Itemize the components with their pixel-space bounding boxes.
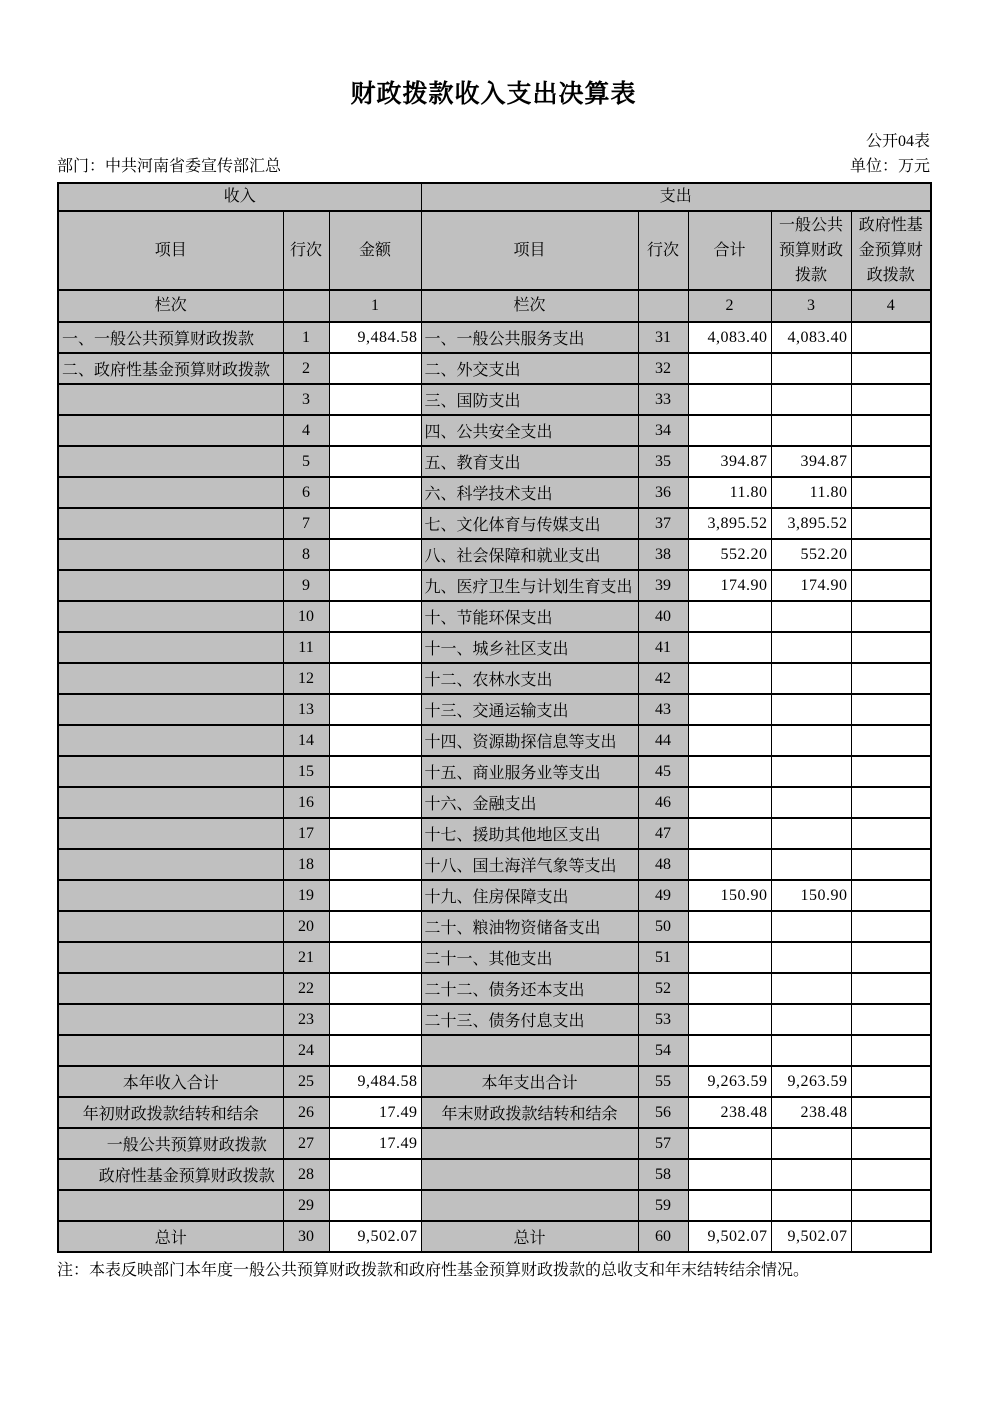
income-item-cell [58,508,283,539]
expense-item-cell [421,1159,638,1190]
income-rowno-cell: 15 [283,756,329,787]
col-header-expense-general: 一般公共预算财政拨款 [771,211,851,290]
expense-total-cell: 9,263.59 [688,1066,771,1097]
expense-total-cell [688,632,771,663]
expense-item-cell: 九、医疗卫生与计划生育支出 [421,570,638,601]
expense-total-cell [688,663,771,694]
expense-total-cell [688,694,771,725]
expense-rowno-cell: 46 [638,787,688,818]
income-amount-cell: 17.49 [329,1128,421,1159]
income-rowno-cell: 12 [283,663,329,694]
table-row [58,725,931,756]
income-amount-cell: 17.49 [329,1097,421,1128]
col-header-expense-rowno: 行次 [638,211,688,290]
income-rowno-cell: 27 [283,1128,329,1159]
income-item-cell: 二、政府性基金预算财政拨款 [58,353,283,384]
table-row [58,539,931,570]
expense-total-cell [688,1035,771,1066]
expense-total-cell [688,601,771,632]
income-rowno-cell: 9 [283,570,329,601]
table-row [58,601,931,632]
table-row [58,942,931,973]
index-row [58,290,931,322]
budget-table [57,182,932,1253]
income-amount-cell [329,787,421,818]
expense-item-cell: 十九、住房保障支出 [421,880,638,911]
expense-general-cell [771,1004,851,1035]
income-item-cell [58,539,283,570]
expense-rowno-cell: 49 [638,880,688,911]
income-rowno-cell: 2 [283,353,329,384]
col-header-income-rowno: 行次 [283,211,329,290]
table-row [58,1097,931,1128]
expense-general-cell [771,725,851,756]
expense-item-cell: 二十一、其他支出 [421,942,638,973]
expense-fund-cell [851,1004,931,1035]
income-item-cell [58,880,283,911]
income-item-cell [58,1190,283,1221]
table-row [58,1066,931,1097]
expense-general-cell [771,787,851,818]
expense-item-cell [421,1035,638,1066]
expense-fund-cell [851,756,931,787]
income-amount-cell [329,570,421,601]
income-amount-cell [329,1159,421,1190]
expense-general-cell: 9,502.07 [771,1221,851,1252]
income-item-cell [58,973,283,1004]
expense-total-cell [688,756,771,787]
index-expense-fund: 4 [851,290,931,322]
table-row [58,1128,931,1159]
expense-fund-cell [851,632,931,663]
income-amount-cell [329,818,421,849]
income-amount-cell [329,694,421,725]
expense-rowno-cell: 48 [638,849,688,880]
expense-general-cell [771,942,851,973]
expense-total-cell: 552.20 [688,539,771,570]
expense-total-cell [688,353,771,384]
income-item-cell: 一般公共预算财政拨款 [58,1128,283,1159]
expense-general-cell [771,911,851,942]
table-row [58,477,931,508]
expense-general-cell: 552.20 [771,539,851,570]
expense-rowno-cell: 44 [638,725,688,756]
expense-total-cell [688,942,771,973]
expense-fund-cell [851,911,931,942]
income-rowno-cell: 3 [283,384,329,415]
table-row [58,1035,931,1066]
income-rowno-cell: 10 [283,601,329,632]
table-row [58,1190,931,1221]
expense-rowno-cell: 47 [638,818,688,849]
expense-general-cell [771,415,851,446]
income-amount-cell: 9,502.07 [329,1221,421,1252]
expense-fund-cell [851,570,931,601]
expense-fund-cell [851,508,931,539]
income-rowno-cell: 8 [283,539,329,570]
col-header-expense-total: 合计 [688,211,771,290]
expense-total-cell [688,818,771,849]
expense-rowno-cell: 39 [638,570,688,601]
expense-item-cell: 五、教育支出 [421,446,638,477]
expense-fund-cell [851,539,931,570]
expense-rowno-cell: 32 [638,353,688,384]
income-item-cell [58,384,283,415]
expense-rowno-cell: 34 [638,415,688,446]
index-income-rowno [283,290,329,322]
expense-fund-cell [851,601,931,632]
income-rowno-cell: 21 [283,942,329,973]
index-expense-general: 3 [771,290,851,322]
income-rowno-cell: 14 [283,725,329,756]
expense-rowno-cell: 38 [638,539,688,570]
income-rowno-cell: 7 [283,508,329,539]
income-rowno-cell: 28 [283,1159,329,1190]
income-item-cell: 政府性基金预算财政拨款 [58,1159,283,1190]
income-rowno-cell: 11 [283,632,329,663]
income-item-cell: 总计 [58,1221,283,1252]
table-row [58,322,931,353]
expense-item-cell: 八、社会保障和就业支出 [421,539,638,570]
expense-section-header: 支出 [421,183,931,211]
income-amount-cell [329,973,421,1004]
income-rowno-cell: 6 [283,477,329,508]
expense-rowno-cell: 57 [638,1128,688,1159]
expense-general-cell [771,384,851,415]
expense-rowno-cell: 35 [638,446,688,477]
expense-general-cell: 174.90 [771,570,851,601]
table-row [58,911,931,942]
expense-general-cell: 4,083.40 [771,322,851,353]
expense-total-cell: 9,502.07 [688,1221,771,1252]
table-row [58,415,931,446]
column-header-row [58,211,931,290]
income-amount-cell [329,477,421,508]
expense-total-cell [688,787,771,818]
expense-fund-cell [851,1128,931,1159]
expense-rowno-cell: 58 [638,1159,688,1190]
expense-general-cell [771,1128,851,1159]
col-header-income-amount: 金额 [329,211,421,290]
table-row [58,384,931,415]
table-row [58,508,931,539]
expense-fund-cell [851,1190,931,1221]
income-amount-cell [329,384,421,415]
expense-rowno-cell: 56 [638,1097,688,1128]
table-row [58,849,931,880]
expense-total-cell: 11.80 [688,477,771,508]
expense-item-cell: 十七、援助其他地区支出 [421,818,638,849]
expense-general-cell: 150.90 [771,880,851,911]
index-expense-label: 栏次 [421,290,638,322]
expense-rowno-cell: 31 [638,322,688,353]
income-rowno-cell: 1 [283,322,329,353]
index-expense-rowno [638,290,688,322]
income-rowno-cell: 20 [283,911,329,942]
expense-item-cell: 二十二、债务还本支出 [421,973,638,1004]
expense-general-cell: 9,263.59 [771,1066,851,1097]
expense-item-cell: 六、科学技术支出 [421,477,638,508]
expense-general-cell [771,1159,851,1190]
expense-rowno-cell: 52 [638,973,688,1004]
income-item-cell [58,663,283,694]
expense-general-cell [771,1190,851,1221]
table-row [58,973,931,1004]
expense-total-cell: 394.87 [688,446,771,477]
expense-fund-cell [851,973,931,1004]
expense-item-cell: 二十三、债务付息支出 [421,1004,638,1035]
table-row [58,1221,931,1252]
income-item-cell [58,1004,283,1035]
expense-total-cell: 174.90 [688,570,771,601]
income-item-cell [58,415,283,446]
income-item-cell [58,911,283,942]
expense-total-cell [688,973,771,1004]
expense-rowno-cell: 55 [638,1066,688,1097]
table-row [58,1159,931,1190]
expense-fund-cell [851,1097,931,1128]
expense-fund-cell [851,477,931,508]
col-header-expense-fund: 政府性基金预算财政拨款 [851,211,931,290]
expense-item-cell: 十五、商业服务业等支出 [421,756,638,787]
income-amount-cell [329,353,421,384]
section-header-row [58,183,931,211]
income-item-cell: 一、一般公共预算财政拨款 [58,322,283,353]
table-row [58,632,931,663]
expense-rowno-cell: 43 [638,694,688,725]
expense-item-cell: 七、文化体育与传媒支出 [421,508,638,539]
expense-item-cell: 本年支出合计 [421,1066,638,1097]
income-amount-cell [329,1035,421,1066]
income-item-cell [58,601,283,632]
form-code-label: 公开04表 [865,133,930,150]
income-amount-cell [329,1190,421,1221]
income-amount-cell [329,446,421,477]
income-rowno-cell: 23 [283,1004,329,1035]
table-row [58,787,931,818]
expense-fund-cell [851,1221,931,1252]
table-row [58,880,931,911]
report-page [57,0,930,1281]
income-amount-cell [329,725,421,756]
expense-fund-cell [851,384,931,415]
expense-item-cell: 三、国防支出 [421,384,638,415]
expense-fund-cell [851,415,931,446]
table-row [58,818,931,849]
expense-fund-cell [851,787,931,818]
expense-item-cell: 十三、交通运输支出 [421,694,638,725]
income-rowno-cell: 16 [283,787,329,818]
income-item-cell [58,725,283,756]
expense-general-cell: 11.80 [771,477,851,508]
meta-row [57,157,930,176]
expense-general-cell [771,818,851,849]
unit-label: 单位：万元 [849,158,930,175]
income-item-cell [58,570,283,601]
income-amount-cell [329,756,421,787]
expense-general-cell [771,601,851,632]
income-section-header: 收入 [58,183,421,211]
expense-general-cell: 394.87 [771,446,851,477]
income-rowno-cell: 26 [283,1097,329,1128]
income-amount-cell [329,601,421,632]
expense-general-cell [771,1035,851,1066]
expense-total-cell: 238.48 [688,1097,771,1128]
income-rowno-cell: 18 [283,849,329,880]
table-row [58,756,931,787]
expense-general-cell [771,694,851,725]
income-amount-cell: 9,484.58 [329,322,421,353]
expense-rowno-cell: 41 [638,632,688,663]
expense-general-cell [771,756,851,787]
expense-fund-cell [851,663,931,694]
income-rowno-cell: 25 [283,1066,329,1097]
expense-rowno-cell: 36 [638,477,688,508]
income-amount-cell [329,911,421,942]
income-amount-cell [329,539,421,570]
expense-fund-cell [851,818,931,849]
table-row [58,1004,931,1035]
expense-rowno-cell: 50 [638,911,688,942]
expense-fund-cell [851,725,931,756]
expense-rowno-cell: 60 [638,1221,688,1252]
expense-fund-cell [851,880,931,911]
income-item-cell [58,756,283,787]
expense-total-cell: 4,083.40 [688,322,771,353]
expense-total-cell [688,911,771,942]
income-item-cell [58,477,283,508]
expense-item-cell: 年末财政拨款结转和结余 [421,1097,638,1128]
income-amount-cell: 9,484.58 [329,1066,421,1097]
income-rowno-cell: 19 [283,880,329,911]
expense-rowno-cell: 37 [638,508,688,539]
income-item-cell [58,849,283,880]
income-rowno-cell: 5 [283,446,329,477]
expense-rowno-cell: 51 [638,942,688,973]
expense-total-cell [688,384,771,415]
expense-general-cell [771,849,851,880]
expense-fund-cell [851,1035,931,1066]
expense-fund-cell [851,353,931,384]
index-income-label: 栏次 [58,290,283,322]
income-item-cell [58,446,283,477]
expense-item-cell: 十八、国土海洋气象等支出 [421,849,638,880]
expense-item-cell: 十、节能环保支出 [421,601,638,632]
expense-item-cell: 四、公共安全支出 [421,415,638,446]
expense-general-cell: 3,895.52 [771,508,851,539]
expense-total-cell [688,1159,771,1190]
expense-fund-cell [851,322,931,353]
income-rowno-cell: 13 [283,694,329,725]
expense-item-cell: 一、一般公共服务支出 [421,322,638,353]
table-note: 注：本表反映部门本年度一般公共预算财政拨款和政府性基金预算财政拨款的总收支和年末结转结余情况。 [57,1262,810,1279]
expense-general-cell [771,632,851,663]
expense-item-cell: 总计 [421,1221,638,1252]
income-item-cell [58,818,283,849]
expense-fund-cell [851,446,931,477]
income-amount-cell [329,849,421,880]
expense-item-cell [421,1128,638,1159]
income-item-cell [58,942,283,973]
expense-rowno-cell: 42 [638,663,688,694]
expense-total-cell [688,1190,771,1221]
expense-item-cell: 十六、金融支出 [421,787,638,818]
income-amount-cell [329,942,421,973]
index-income-amount: 1 [329,290,421,322]
expense-rowno-cell: 45 [638,756,688,787]
expense-fund-cell [851,1066,931,1097]
income-amount-cell [329,663,421,694]
expense-total-cell [688,725,771,756]
expense-item-cell: 二、外交支出 [421,353,638,384]
expense-fund-cell [851,694,931,725]
expense-rowno-cell: 33 [638,384,688,415]
income-item-cell [58,787,283,818]
income-rowno-cell: 30 [283,1221,329,1252]
expense-general-cell [771,353,851,384]
income-item-cell: 本年收入合计 [58,1066,283,1097]
expense-general-cell: 238.48 [771,1097,851,1128]
expense-item-cell: 二十、粮油物资储备支出 [421,911,638,942]
income-amount-cell [329,508,421,539]
income-rowno-cell: 4 [283,415,329,446]
expense-total-cell [688,1128,771,1159]
income-amount-cell [329,880,421,911]
income-rowno-cell: 29 [283,1190,329,1221]
expense-fund-cell [851,1159,931,1190]
income-amount-cell [329,415,421,446]
table-row [58,694,931,725]
expense-total-cell [688,1004,771,1035]
expense-item-cell: 十一、城乡社区支出 [421,632,638,663]
income-item-cell: 年初财政拨款结转和结余 [58,1097,283,1128]
expense-item-cell [421,1190,638,1221]
expense-item-cell: 十四、资源勘探信息等支出 [421,725,638,756]
expense-fund-cell [851,849,931,880]
income-amount-cell [329,632,421,663]
table-row [58,570,931,601]
income-item-cell [58,694,283,725]
income-item-cell [58,632,283,663]
index-expense-total: 2 [688,290,771,322]
income-item-cell [58,1035,283,1066]
expense-general-cell [771,973,851,1004]
expense-rowno-cell: 54 [638,1035,688,1066]
expense-total-cell: 3,895.52 [688,508,771,539]
income-rowno-cell: 24 [283,1035,329,1066]
col-header-income-item: 项目 [58,211,283,290]
expense-fund-cell [851,942,931,973]
income-amount-cell [329,1004,421,1035]
department-label: 部门：中共河南省委宣传部汇总 [57,158,282,175]
col-header-expense-item: 项目 [421,211,638,290]
income-rowno-cell: 17 [283,818,329,849]
table-row [58,446,931,477]
table-row [58,663,931,694]
expense-general-cell [771,663,851,694]
expense-rowno-cell: 53 [638,1004,688,1035]
expense-item-cell: 十二、农林水支出 [421,663,638,694]
expense-total-cell [688,415,771,446]
table-row [58,353,931,384]
income-rowno-cell: 22 [283,973,329,1004]
expense-total-cell [688,849,771,880]
expense-rowno-cell: 40 [638,601,688,632]
expense-total-cell: 150.90 [688,880,771,911]
page-title: 财政拨款收入支出决算表 [350,81,637,108]
expense-rowno-cell: 59 [638,1190,688,1221]
